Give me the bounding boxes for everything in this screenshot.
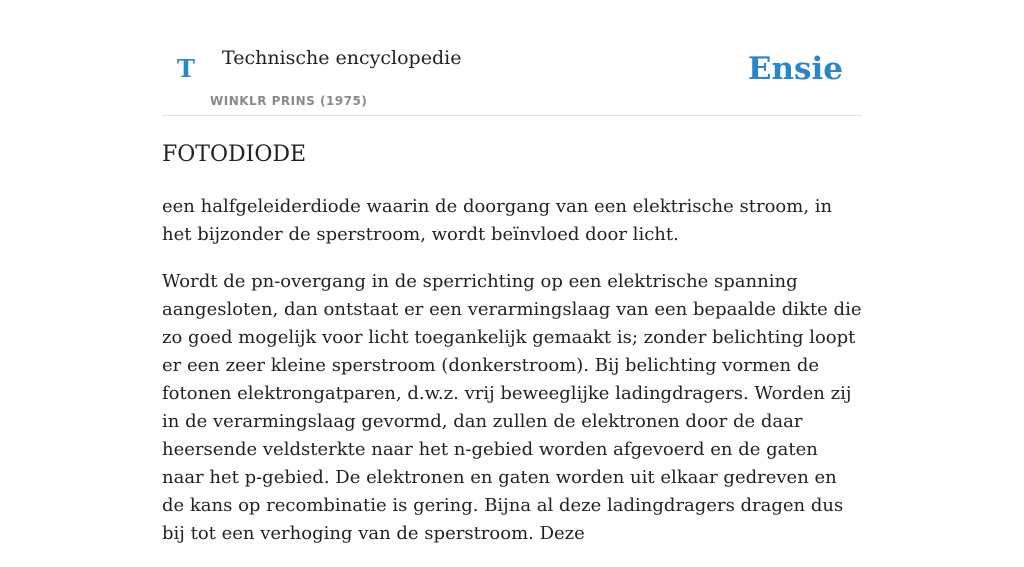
header — [162, 0, 862, 116]
encyclopedia-title[interactable]: Technische encyclopedie — [222, 47, 462, 69]
ensie-brand-link[interactable]: Ensie — [747, 51, 843, 87]
entry-paragraph: een halfgeleiderdiode waarin de doorgang van een elektrische stroom, in het bijzonder de sperstroom, wordt beïnvloed door licht. — [162, 196, 833, 245]
encyclopedia-logo[interactable]: T — [177, 54, 195, 83]
publisher-label: WINKLR PRINS (1975) — [210, 94, 368, 108]
entry-body — [162, 193, 862, 567]
entry-title: FOTODIODE — [162, 142, 307, 167]
entry-paragraph: Wordt de pn-overgang in de sperrichting op een elektrische spanning aangesloten, dan ontstaat er een verarmingslaag van een bepaalde dikte die zo goed mogelijk voor licht toegankelijk gemaakt is; zonder belichting loopt er een zeer kleine sperstroom (donkerstroom). Bij belichting vormen de fotonen elektrongatparen, d.w.z. vrij beweeglijke ladingdragers. Worden zij in de verarmingslaag gevormd, dan zullen de elektronen door de daar heersende veldsterkte naar het n-gebied worden afgevoerd en de gaten naar het p-gebied. De elektronen en gaten worden uit elkaar gedreven en de kans op recombinatie is gering. Bijna al deze ladingdragers dragen dus bij tot een verhoging van de sperstroom. Deze — [162, 271, 862, 544]
